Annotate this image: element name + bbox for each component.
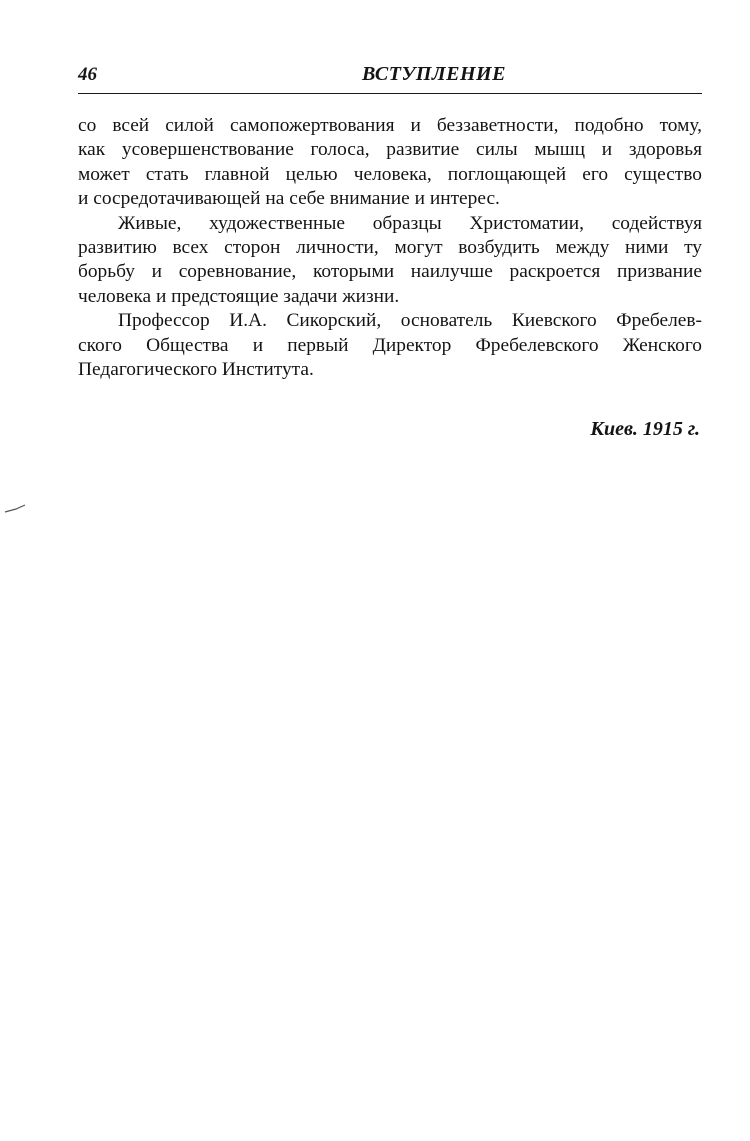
text-line: как усовершенствование голоса, развитие силы мышц и здоровья (78, 139, 702, 161)
paragraph-2 (78, 212, 702, 310)
text-line: и сосредотачивающей на себе внимание и интерес. (78, 188, 500, 210)
running-head (78, 62, 702, 92)
place-date-signoff: Киев. 1915 г. (590, 418, 700, 440)
body-text (78, 114, 702, 382)
text-line: со всей силой самопожертвования и беззаветности, подобно тому, (78, 115, 702, 136)
paragraph-3 (78, 309, 702, 382)
section-title: ВСТУПЛЕНИЕ (362, 63, 506, 85)
text-line: человека и предстоящие задачи жизни. (78, 285, 400, 307)
page-number: 46 (78, 64, 97, 85)
text-line: развитию всех сторон личности, могут возбудить между ними ту (78, 237, 702, 259)
text-line: борьбу и соревнование, которыми наилучше раскроется призвание (78, 261, 702, 283)
text-line: Профессор И.А. Сикорский, основатель Киевского Фребелев- (118, 310, 702, 332)
paragraph-1 (78, 114, 702, 212)
scan-artifact-mark (4, 504, 26, 514)
text-line: может стать главной целью человека, поглощающей его существо (78, 163, 702, 185)
header-rule (78, 93, 702, 94)
text-line: Педагогического Института. (78, 359, 314, 381)
text-line: Живые, художественные образцы Христоматии, содействуя (118, 212, 702, 234)
text-line: ского Общества и первый Директор Фребелевского Женского (78, 334, 702, 356)
